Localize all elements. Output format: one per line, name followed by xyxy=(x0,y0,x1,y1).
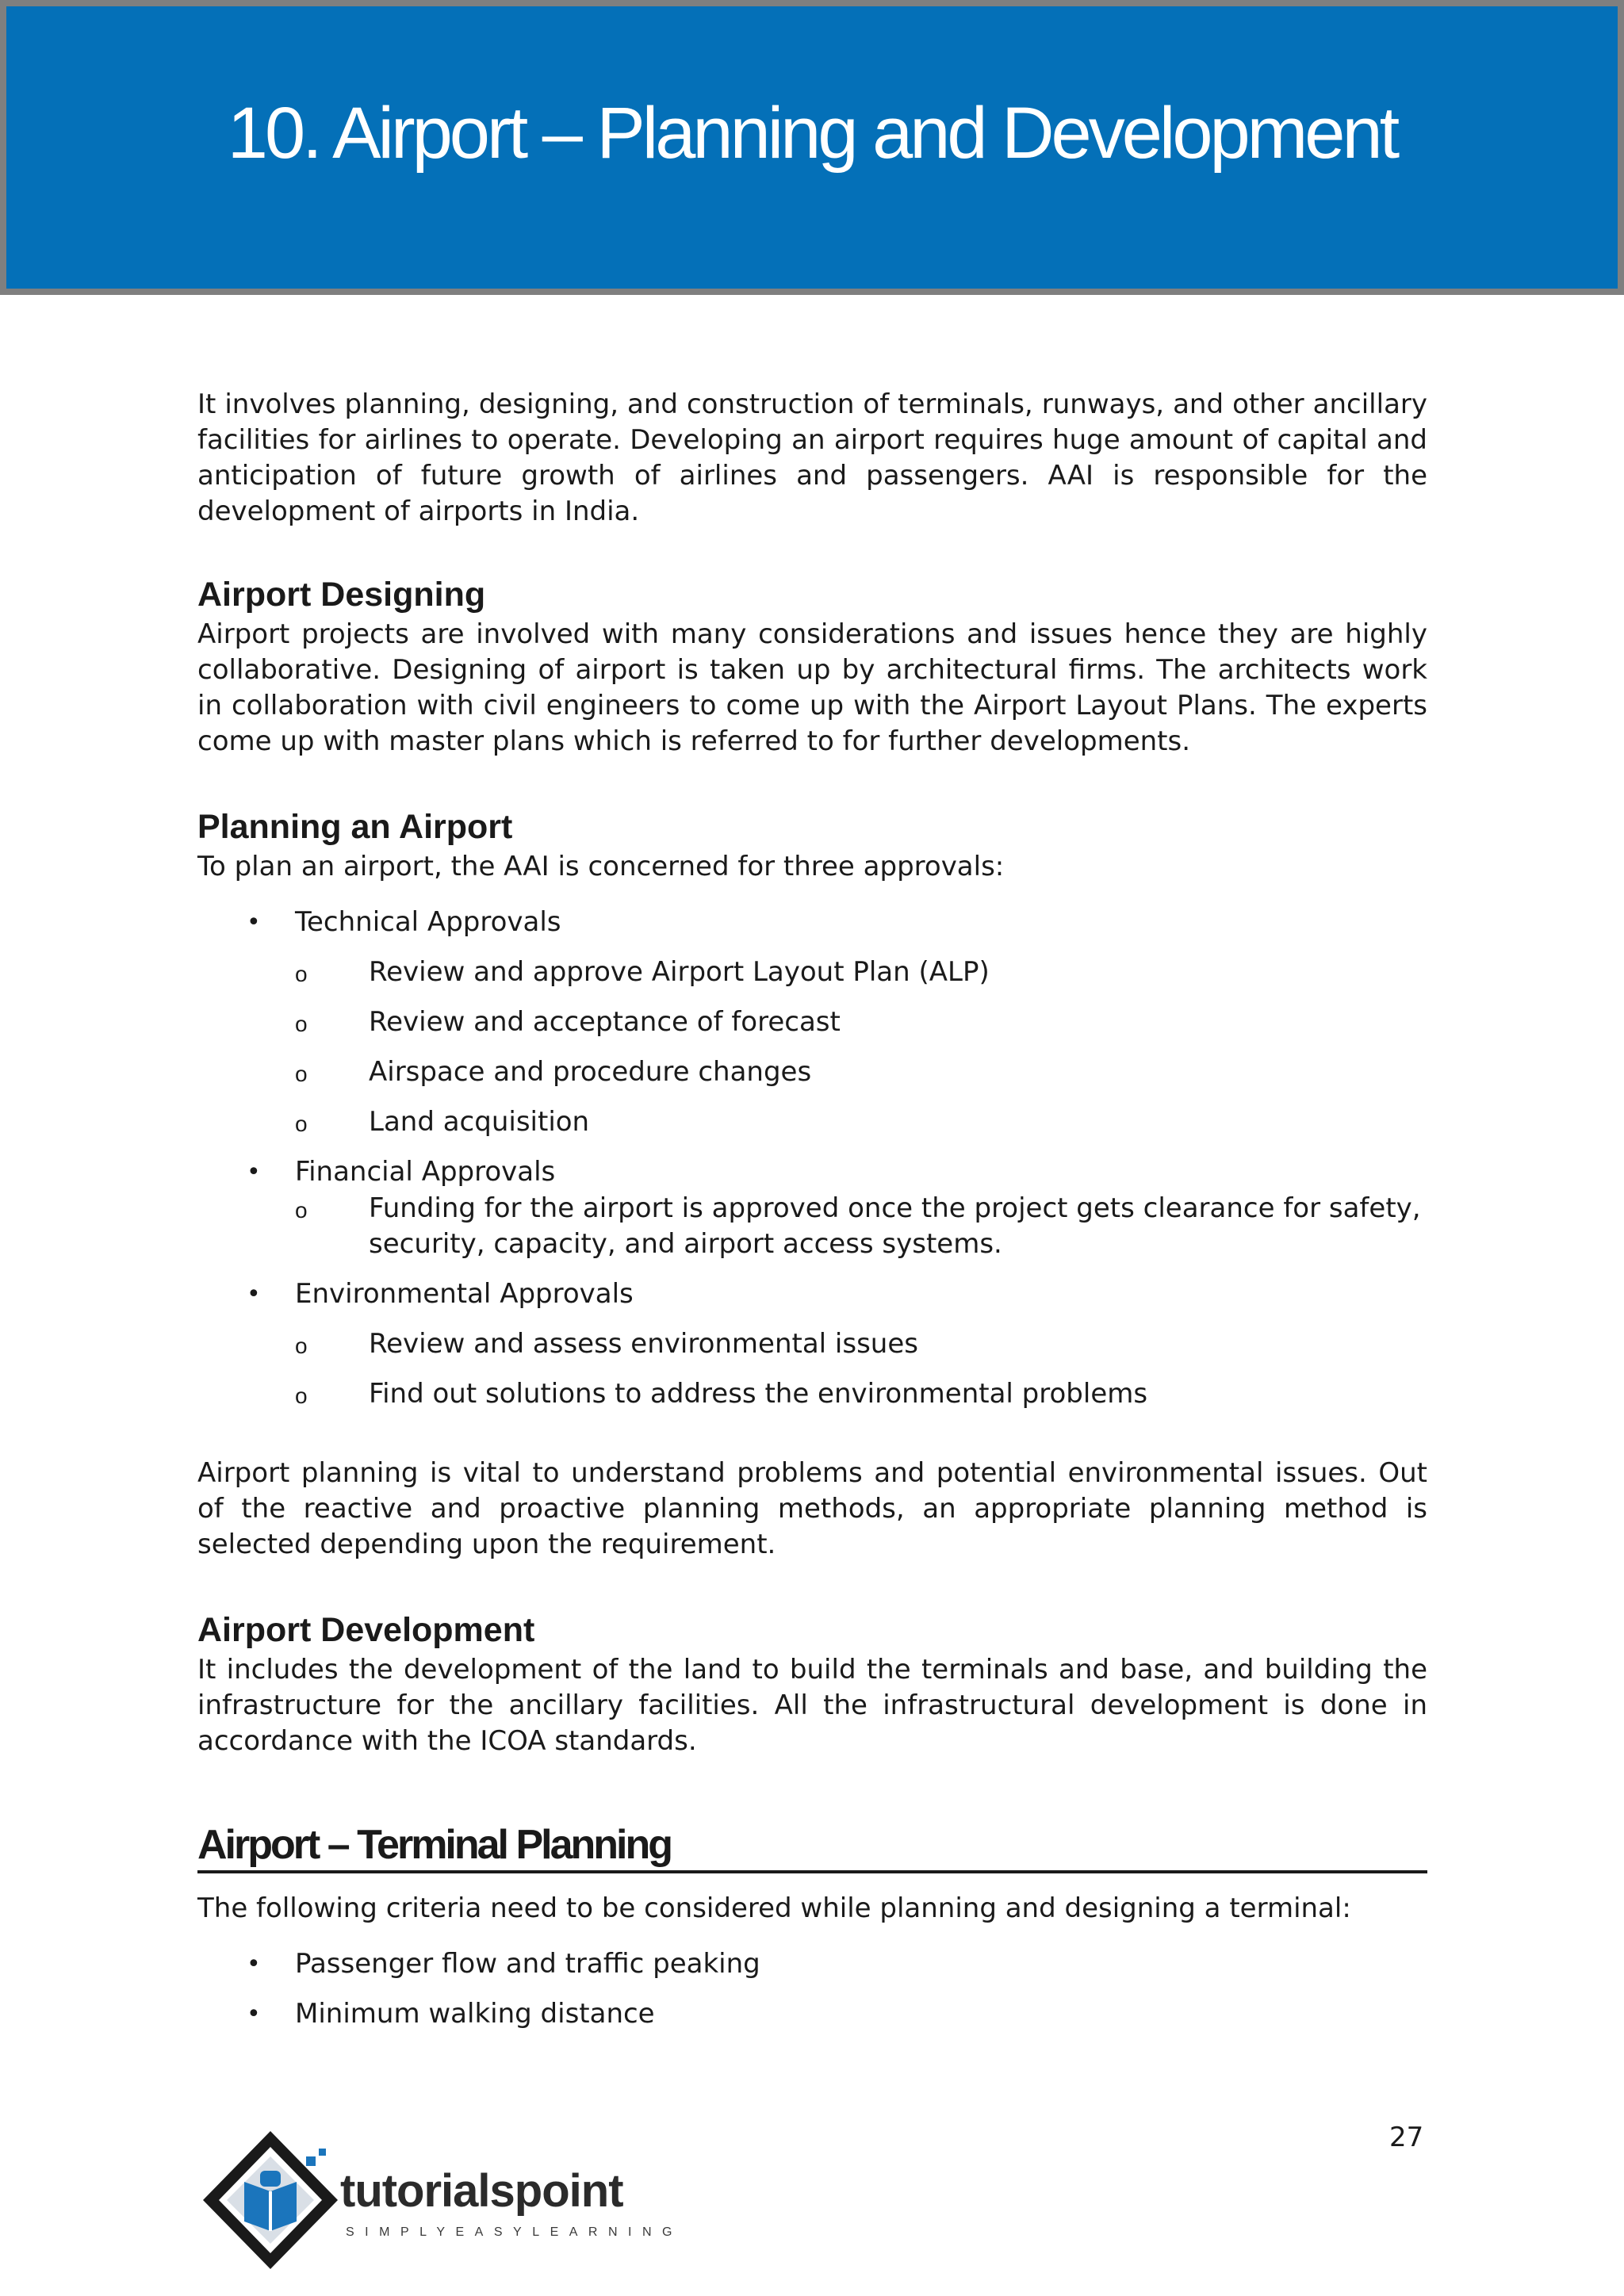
sub-list-item-text: Funding for the airport is approved once the project gets clearance for safety, security, capacity, and airport access systems. xyxy=(369,1192,1421,1260)
list-item-environmental-approvals xyxy=(197,1276,1427,1412)
bullet-marker: • xyxy=(247,909,261,936)
planning-closing-paragraph: Airport planning is vital to understand problems and potential environmental issues. Out of the reactive and proactive planning methods, an appropriate planning method is selected depending upon the requirement. xyxy=(197,1457,1427,1560)
logo-tagline: SIMPLYEASYLEARNING xyxy=(346,2225,683,2239)
sub-list-item xyxy=(271,955,1427,990)
sub-bullet-marker: o xyxy=(295,962,308,986)
sub-list-item-text: Review and acceptance of forecast xyxy=(369,1006,841,1038)
bullet-marker: • xyxy=(247,1950,261,1978)
sub-bullet-marker: o xyxy=(295,1062,308,1086)
designing-paragraph: Airport projects are involved with many considerations and issues hence they are highly collaborative. Designing of airport is taken up by architectural firms. The architects work in collaboration with civil engineers to come up with the Airport Layout Plans. The experts come up with master plans which is referred to for further developments. xyxy=(197,618,1427,757)
sub-list-item-text: Land acquisition xyxy=(369,1106,590,1138)
terminal-criteria-list xyxy=(197,1946,1427,2032)
list-item-financial-approvals xyxy=(197,1154,1427,1262)
logo-wordmark: tutorialspoint xyxy=(340,2165,623,2217)
sub-list-item-text: Airspace and procedure changes xyxy=(369,1056,812,1088)
sub-list-item xyxy=(271,1004,1427,1040)
bullet-marker: • xyxy=(247,1280,261,1308)
list-item-text: Passenger flow and traffic peaking xyxy=(295,1948,760,1980)
list-item-label: Financial Approvals xyxy=(295,1156,556,1188)
sub-bullet-marker: o xyxy=(295,1012,308,1036)
sub-list-item-text: Find out solutions to address the environmental problems xyxy=(369,1378,1148,1410)
approvals-list xyxy=(197,905,1427,1412)
logo-emblem-icon xyxy=(203,2131,338,2269)
page-number: 27 xyxy=(1389,2122,1424,2153)
sub-bullet-marker: o xyxy=(295,1112,308,1136)
chapter-banner xyxy=(0,0,1624,295)
list-item-technical-approvals xyxy=(197,905,1427,1140)
intro-paragraph: It involves planning, designing, and construction of terminals, runways, and other ancillary facilities for airlines to operate. Developing an airport requires huge amount of capital and anticipation of future growth of airlines and passengers. AAI is responsible for the development of airports in India. xyxy=(197,388,1427,527)
sub-list-item xyxy=(271,1054,1427,1090)
sub-bullet-marker: o xyxy=(295,1334,308,1358)
sub-list xyxy=(271,955,1427,1140)
list-item-label: Technical Approvals xyxy=(295,906,561,938)
list-item-text: Minimum walking distance xyxy=(295,1998,655,2030)
sub-list xyxy=(271,1191,1427,1262)
planning-heading: Planning an Airport xyxy=(197,808,513,846)
sub-list-item xyxy=(271,1104,1427,1140)
sub-list-item xyxy=(271,1191,1427,1262)
sub-list-item-text: Review and approve Airport Layout Plan (ALP) xyxy=(369,956,990,988)
terminal-lead: The following criteria need to be considered while planning and designing a terminal: xyxy=(197,1892,1351,1924)
planning-lead: To plan an airport, the AAI is concerned for three approvals: xyxy=(197,851,1005,882)
list-item xyxy=(197,1996,1427,2032)
sub-list-item-text: Review and assess environmental issues xyxy=(369,1328,918,1360)
sub-bullet-marker: o xyxy=(295,1383,308,1408)
bullet-marker: • xyxy=(247,1158,261,1186)
list-item xyxy=(197,1946,1427,1982)
list-item-label: Environmental Approvals xyxy=(295,1278,634,1310)
chapter-title: 10. Airport – Planning and Development xyxy=(227,93,1397,174)
terminal-planning-heading: Airport – Terminal Planning xyxy=(197,1821,1427,1873)
designing-heading: Airport Designing xyxy=(197,576,486,614)
page-content xyxy=(197,387,1427,2032)
sub-list-item xyxy=(271,1326,1427,1362)
sub-bullet-marker: o xyxy=(295,1198,308,1223)
sub-list-item xyxy=(271,1376,1427,1412)
development-heading: Airport Development xyxy=(197,1611,535,1649)
tutorialspoint-logo xyxy=(195,2125,703,2275)
sub-list xyxy=(271,1326,1427,1412)
bullet-marker: • xyxy=(247,2000,261,2028)
development-paragraph: It includes the development of the land to build the terminals and base, and building the infrastructure for the ancillary facilities. All the infrastructural development is done in accordance with the ICOA standards. xyxy=(197,1654,1427,1757)
